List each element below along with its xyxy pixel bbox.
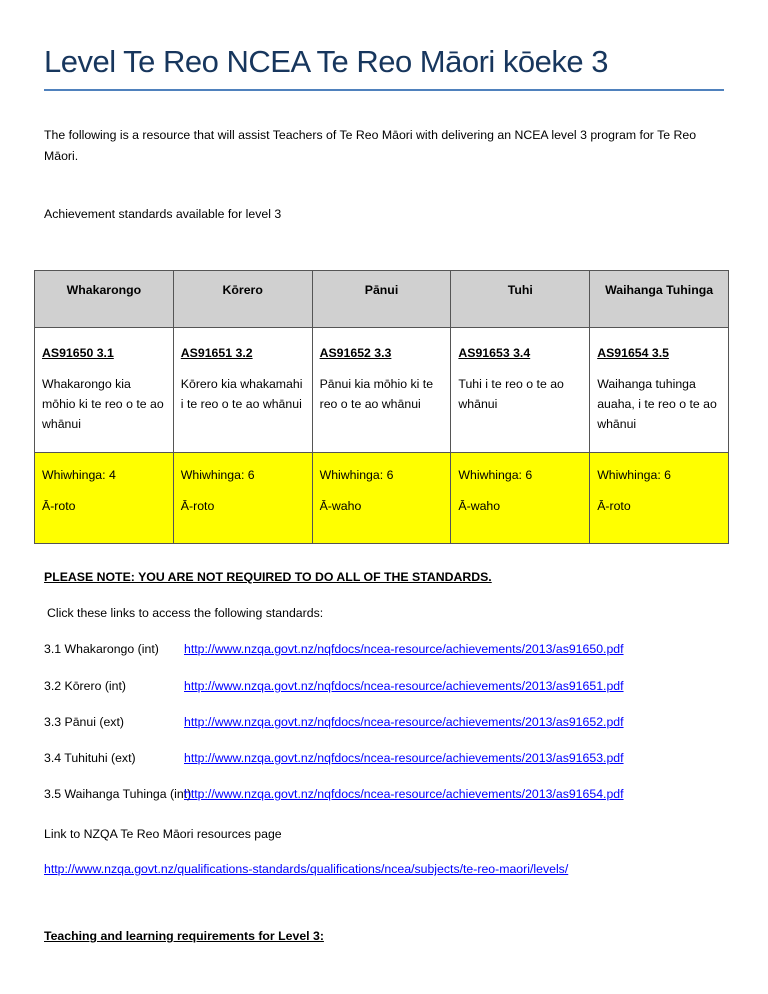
resources-link[interactable]: http://www.nzqa.govt.nz/qualifications-standards/qualifications/ncea/subjects/te-reo-maori/levels/ [44, 862, 569, 876]
standard-link-row [44, 679, 624, 693]
standard-description: Kōrero kia whakamahi i te reo o te ao whānui [180, 377, 303, 411]
standard-link-label: 3.2 Kōrero (int) [44, 679, 127, 693]
table-cell-highlight [35, 453, 174, 544]
header-panui: Pānui [312, 271, 451, 328]
standard-link-label: 3.5 Waihanga Tuhinga (int) [44, 787, 192, 801]
resources-label: Link to NZQA Te Reo Māori resources page [44, 827, 282, 841]
standard-link-row [44, 787, 624, 801]
standard-description: Pānui kia mōhio ki te reo o te ao whānui [319, 377, 434, 411]
standard-description: Tuhi i te reo o te ao whānui [458, 377, 564, 411]
intro-paragraph: The following is a resource that will assist Teachers of Te Reo Māori with delivering an NCEA level 3 program for Te Reo Māori. [44, 128, 697, 163]
standard-code: AS91652 3.3 [319, 346, 392, 360]
title-divider [44, 89, 724, 91]
credits-value: Whiwhinga: 6 [458, 468, 533, 482]
assessment-type: Ā-waho [319, 499, 362, 513]
teaching-requirements-heading: Teaching and learning requirements for Level 3: [44, 929, 324, 943]
table-row-credits [35, 453, 729, 544]
assessment-type: Ā-roto [597, 499, 631, 513]
standard-code: AS91650 3.1 [42, 346, 114, 360]
standards-table [34, 270, 729, 544]
standard-link[interactable]: http://www.nzqa.govt.nz/nqfdocs/ncea-resource/achievements/2013/as91651.pdf [184, 679, 624, 693]
table-cell [590, 328, 729, 453]
table-row [35, 328, 729, 453]
credits-value: Whiwhinga: 6 [180, 468, 255, 482]
standard-description: Waihanga tuhinga auaha, i te reo o te ao whānui [597, 377, 717, 431]
standard-description: Whakarongo kia mōhio ki te reo o te ao whānui [42, 377, 164, 431]
credits-value: Whiwhinga: 4 [42, 468, 116, 482]
please-note-heading: PLEASE NOTE: YOU ARE NOT REQUIRED TO DO ALL OF THE STANDARDS. [44, 570, 492, 584]
achievement-heading: Achievement standards available for level 3 [44, 207, 282, 221]
table-cell [35, 328, 174, 453]
table-cell-highlight [451, 453, 590, 544]
standard-code: AS91651 3.2 [180, 346, 253, 360]
table-cell-highlight [173, 453, 312, 544]
standard-link-row [44, 715, 624, 729]
standard-link-row [44, 751, 624, 765]
table-cell-highlight [590, 453, 729, 544]
assessment-type: Ā-roto [180, 499, 215, 513]
standard-link[interactable]: http://www.nzqa.govt.nz/nqfdocs/ncea-resource/achievements/2013/as91650.pdf [184, 642, 624, 656]
table-cell-highlight [312, 453, 451, 544]
standard-link[interactable]: http://www.nzqa.govt.nz/nqfdocs/ncea-resource/achievements/2013/as91653.pdf [184, 751, 624, 765]
standard-code: AS91654 3.5 [597, 346, 669, 360]
standard-link-label: 3.4 Tuhituhi (ext) [44, 751, 136, 765]
resources-link-container [44, 862, 568, 876]
table-cell [451, 328, 590, 453]
standard-link-row [44, 642, 624, 656]
standard-code: AS91653 3.4 [458, 346, 531, 360]
credits-value: Whiwhinga: 6 [597, 468, 672, 482]
table-header-row [35, 271, 729, 328]
standard-link-label: 3.3 Pānui (ext) [44, 715, 124, 729]
header-tuhi: Tuhi [451, 271, 590, 328]
table-cell [173, 328, 312, 453]
header-whakarongo: Whakarongo [35, 271, 174, 328]
standard-link-label: 3.1 Whakarongo (int) [44, 642, 159, 656]
page-title: Level Te Reo NCEA Te Reo Māori kōeke 3 [44, 44, 609, 79]
assessment-type: Ā-roto [42, 499, 76, 513]
click-instructions: Click these links to access the following standards: [47, 606, 324, 620]
standard-link[interactable]: http://www.nzqa.govt.nz/nqfdocs/ncea-resource/achievements/2013/as91654.pdf [184, 787, 624, 801]
standard-link[interactable]: http://www.nzqa.govt.nz/nqfdocs/ncea-resource/achievements/2013/as91652.pdf [184, 715, 624, 729]
credits-value: Whiwhinga: 6 [319, 468, 394, 482]
header-waihanga-tuhinga: Waihanga Tuhinga [590, 271, 729, 328]
table-cell [312, 328, 451, 453]
header-korero: Kōrero [173, 271, 312, 328]
assessment-type: Ā-waho [458, 499, 501, 513]
